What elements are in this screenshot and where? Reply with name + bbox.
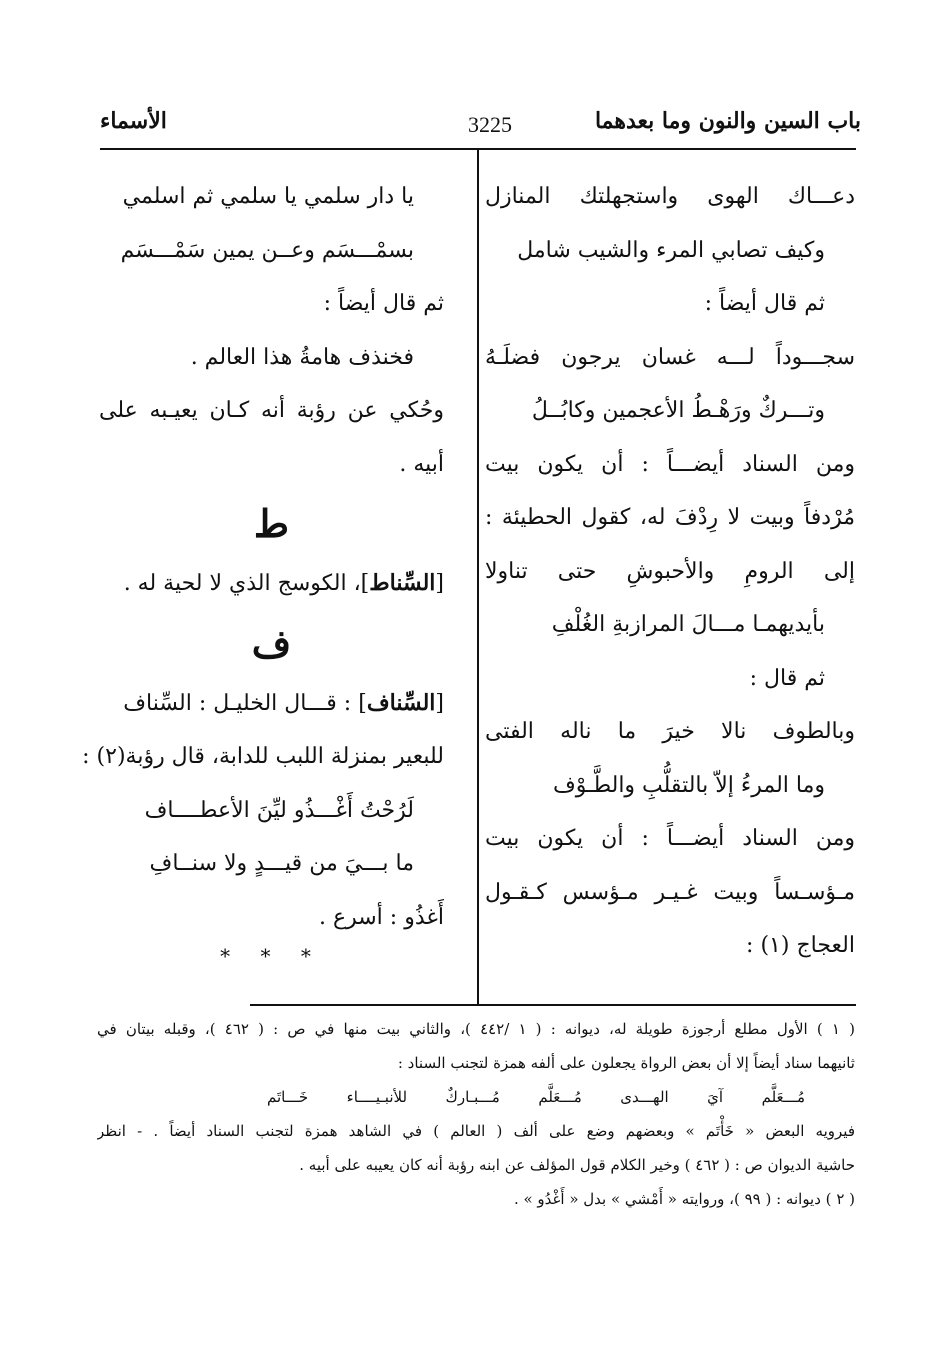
section-end-asterisks: * * *: [220, 944, 323, 968]
text-line: وكيف تصابي المرء والشيب شامل: [517, 237, 825, 263]
left-column: [82, 170, 444, 968]
text-line: وحُكي عن رؤبة أنه كـان يعيـبه على: [99, 398, 444, 423]
text-line: بسمْـــسَم وعــن يمين سَمْـــسَم: [120, 237, 414, 263]
text-line: ثم قال أيضاً :: [323, 291, 444, 316]
text-line: وتـــركٌ ورَهْـطُ الأعجمين وكابُــلُ: [531, 398, 825, 423]
footnote-line: ( ١ ) الأول مطلع أرجوزة طويلة له، ديوانه : ( ١ /٤٤٢ )، والثاني بيت منها في ص : ( ٤٦٢ )، وقبله بيتان في: [97, 1020, 855, 1038]
footnote-line: حاشية الديوان ص : ( ٤٦٢ ) وخير الكلام قول المؤلف عن ابنه رؤبة أنه كان يعيبه على أبيه .: [299, 1156, 855, 1174]
text-line: أَغذُو : أسرع .: [319, 904, 444, 930]
entry-sinat: [السِّناط]، الكوسج الذي لا لحية له .: [123, 570, 444, 596]
text-line: للبعير بمنزلة اللبب للدابة، قال رؤبة(٢) :: [82, 744, 444, 769]
running-head-section: الأسماء: [100, 108, 167, 134]
text-line: أبيه .: [399, 451, 444, 477]
text-line: لَرُحْتُ أَغْـــذُو ليِّنَ الأعطــــاف: [144, 797, 414, 823]
footnote-line: ( ٢ ) ديوانه : ( ٩٩ )، وروايته « أَمْشي » بدل « أَغْدُو » .: [513, 1190, 855, 1208]
text-line: فخنذف هامةُ هذا العالم .: [190, 344, 414, 370]
section-letter-ta: ط: [253, 501, 290, 546]
headword: السِّناط: [369, 570, 436, 596]
text-line: إلى الرومِ والأحبوشِ حتى تناولا: [485, 558, 855, 584]
footnote-line: فيرويه البعض « خَأْتَم » وبعضهم وضع على ألف ( العالم ) في الشاهد همزة لتجنب السناد أيضاً . - انظر: [97, 1122, 855, 1140]
headword: السِّناف: [366, 689, 436, 716]
entry-text: ، الكوسج الذي لا لحية له .: [123, 571, 361, 596]
text-line: العجاج (١) :: [746, 933, 855, 958]
footnote-line: ثانيهما سناد أيضاً إلا أن بعض الرواة يجعلون على ألفه همزة لتجنب السناد :: [397, 1054, 855, 1072]
running-head-chapter: باب السين والنون وما بعدهما: [594, 108, 861, 134]
text-line: يا دار سلمي يا سلمي ثم اسلمي: [122, 184, 414, 209]
footnote-rule: [250, 1004, 856, 1006]
text-line: سجـــوداً لـــه غسان يرجون فضلَـهُ: [485, 344, 855, 370]
footnote-line: مُـــعَلَّم آيَ الهـــدى مُـــعَلَّم مُـــبـاركٌ للأنبـيــــاء خَـــاتَم: [267, 1088, 805, 1106]
text-line: ما بـــيَ من قيـــدٍ ولا سنــافِ: [149, 851, 414, 876]
text-line: مُرْدفاً وبيت لا رِدْفَ له، كقول الحطيئة :: [485, 505, 855, 530]
entry-text: : قـــال الخليـل : السِّناف: [123, 690, 352, 716]
text-line: وبالطوف نالا خيرَ ما ناله الفتى: [485, 719, 855, 744]
text-line: مـؤسـساً وبيت غـيـر مـؤسس كـقـول: [485, 879, 855, 905]
page-number: 3225: [468, 112, 512, 137]
section-letter-fa: ف: [251, 620, 292, 666]
footnotes: [97, 1012, 855, 1216]
right-column: [485, 170, 855, 973]
text-line: دعـــاك الهوى واستجهلتك المنازل: [485, 184, 855, 209]
text-line: ثم قال أيضاً :: [704, 291, 825, 316]
text-line: ومن السناد أيضـــاً : أن يكون بيت: [485, 451, 855, 477]
text-line: ومن السناد أيضـــاً : أن يكون بيت: [485, 826, 855, 851]
text-line: ثم قال :: [749, 665, 825, 691]
text-line: بأيديهمـا مـــالَ المرازبةِ الغُلْفِ: [551, 612, 825, 637]
column-divider: [477, 148, 479, 1004]
entry-sinaf: [السِّناف] : قـــال الخليـل : السِّناف: [123, 689, 444, 716]
text-line: وما المرءُ إلاّ بالتقلُّبِ والطَّـوْف: [552, 772, 825, 798]
